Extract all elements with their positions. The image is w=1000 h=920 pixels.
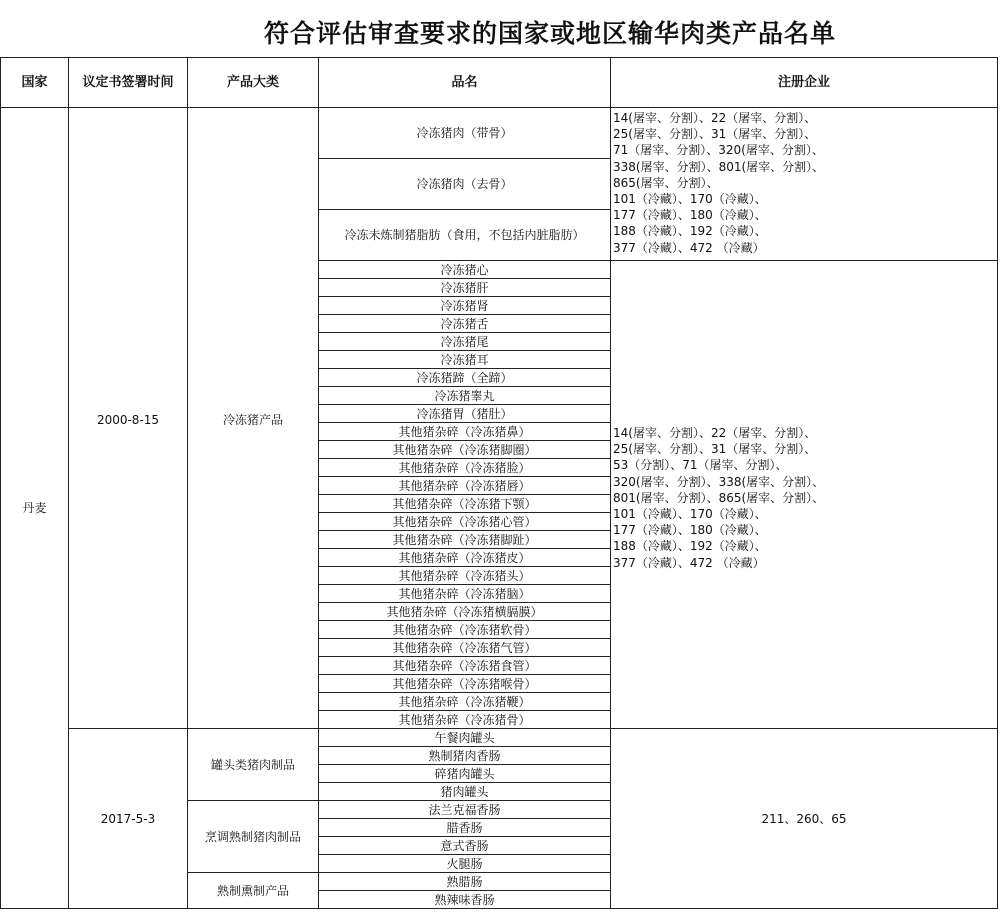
product-name-cell: 火腿肠 [319, 855, 611, 873]
product-name-cell: 其他猪杂碎（冷冻猪气管） [319, 639, 611, 657]
enterprise-line: 177（冷藏）、180（冷藏）、 [613, 523, 767, 538]
enterprise-line: 338(屠宰、分割）、801(屠宰、分割）、 [613, 159, 825, 174]
enterprise-line: 14(屠宰、分割）、22（屠宰、分割）、 [613, 426, 817, 440]
enterprise-line: 101（冷藏）、170（冷藏）、 [613, 192, 767, 207]
product-name-cell: 熟辣味香肠 [319, 891, 611, 909]
product-name-cell: 碎猪肉罐头 [319, 765, 611, 783]
registered-enterprises-cell: 211、260、65 [611, 729, 998, 909]
enterprise-line: 865(屠宰、分割）、 [613, 175, 719, 190]
enterprise-line: 25(屠宰、分割）、31（屠宰、分割）、 [613, 442, 817, 457]
product-name-cell: 午餐肉罐头 [319, 729, 611, 747]
product-name-cell: 冷冻猪肉（去骨） [319, 159, 611, 210]
enterprise-line: 188（冷藏）、192（冷藏）、 [613, 224, 767, 239]
product-name-cell: 冷冻猪心 [319, 261, 611, 279]
product-name-cell: 冷冻猪尾 [319, 333, 611, 351]
registered-enterprises-cell [611, 108, 998, 261]
enterprise-line: 320(屠宰、分割）、338(屠宰、分割）、 [613, 474, 825, 489]
product-name-cell: 其他猪杂碎（冷冻猪鼻） [319, 423, 611, 441]
enterprise-line: 71（屠宰、分割）、320(屠宰、分割）、 [613, 143, 824, 158]
product-name-cell: 其他猪杂碎（冷冻猪脚圈） [319, 441, 611, 459]
country-cell: 丹麦 [1, 108, 69, 909]
enterprise-line: 101（冷藏）、170（冷藏）、 [613, 507, 767, 522]
product-name-cell: 其他猪杂碎（冷冻猪食管） [319, 657, 611, 675]
product-name-cell: 冷冻猪肉（带骨） [319, 108, 611, 159]
product-name-cell: 其他猪杂碎（冷冻猪喉骨） [319, 675, 611, 693]
header-country: 国家 [1, 58, 69, 108]
category-cell: 烹调熟制猪肉制品 [188, 801, 319, 873]
agreement-date-cell: 2000-8-15 [69, 108, 188, 729]
product-name-cell: 冷冻猪蹄（全蹄） [319, 369, 611, 387]
product-name-cell: 其他猪杂碎（冷冻猪脸） [319, 459, 611, 477]
agreement-date-cell: 2017-5-3 [69, 729, 188, 909]
product-name-cell: 其他猪杂碎（冷冻猪横膈膜） [319, 603, 611, 621]
category-cell: 熟制熏制产品 [188, 873, 319, 909]
product-name-cell: 其他猪杂碎（冷冻猪脚趾） [319, 531, 611, 549]
header-row [1, 58, 998, 108]
product-name-cell: 冷冻未炼制猪脂肪（食用，不包括内脏脂肪） [319, 210, 611, 261]
product-name-cell: 其他猪杂碎（冷冻猪软骨） [319, 621, 611, 639]
enterprise-line: 14(屠宰、分割）、22（屠宰、分割）、 [613, 111, 817, 125]
product-name-cell: 其他猪杂碎（冷冻猪头） [319, 567, 611, 585]
enterprise-line: 53（分割）、71（屠宰、分割）、 [613, 458, 788, 473]
enterprise-line: 801(屠宰、分割）、865(屠宰、分割）、 [613, 490, 825, 505]
product-name-cell: 其他猪杂碎（冷冻猪唇） [319, 477, 611, 495]
product-name-cell: 冷冻猪睾丸 [319, 387, 611, 405]
page-title: 符合评估审查要求的国家或地区输华肉类产品名单 [263, 19, 836, 48]
header-agreement-date: 议定书签署时间 [69, 58, 188, 108]
enterprise-line: 377（冷藏）、472 （冷藏） [613, 240, 765, 255]
product-name-cell: 法兰克福香肠 [319, 801, 611, 819]
table-row [1, 108, 998, 159]
product-name-cell: 腊香肠 [319, 819, 611, 837]
product-name-cell: 熟腊肠 [319, 873, 611, 891]
enterprise-line: 25(屠宰、分割）、31（屠宰、分割）、 [613, 127, 817, 142]
product-list-table [0, 57, 998, 909]
product-name-cell: 冷冻猪耳 [319, 351, 611, 369]
header-registered-enterprises: 注册企业 [611, 58, 998, 108]
registered-enterprises-cell [611, 261, 998, 729]
product-name-cell: 其他猪杂碎（冷冻猪鞭） [319, 693, 611, 711]
table-row [1, 729, 998, 747]
product-name-cell: 冷冻猪胃（猪肚） [319, 405, 611, 423]
product-name-cell: 熟制猪肉香肠 [319, 747, 611, 765]
category-cell: 罐头类猪肉制品 [188, 729, 319, 801]
product-name-cell: 其他猪杂碎（冷冻猪下颚） [319, 495, 611, 513]
product-name-cell: 其他猪杂碎（冷冻猪皮） [319, 549, 611, 567]
product-name-cell: 猪肉罐头 [319, 783, 611, 801]
product-name-cell: 冷冻猪肾 [319, 297, 611, 315]
header-category: 产品大类 [188, 58, 319, 108]
enterprise-line: 188（冷藏）、192（冷藏）、 [613, 539, 767, 554]
product-name-cell: 意式香肠 [319, 837, 611, 855]
header-product-name: 品名 [319, 58, 611, 108]
category-cell: 冷冻猪产品 [188, 108, 319, 729]
product-name-cell: 冷冻猪舌 [319, 315, 611, 333]
product-name-cell: 冷冻猪肝 [319, 279, 611, 297]
enterprise-line: 377（冷藏）、472 （冷藏） [613, 555, 765, 570]
product-name-cell: 其他猪杂碎（冷冻猪骨） [319, 711, 611, 729]
product-name-cell: 其他猪杂碎（冷冻猪脑） [319, 585, 611, 603]
enterprise-line: 177（冷藏）、180（冷藏）、 [613, 208, 767, 223]
product-name-cell: 其他猪杂碎（冷冻猪心管） [319, 513, 611, 531]
